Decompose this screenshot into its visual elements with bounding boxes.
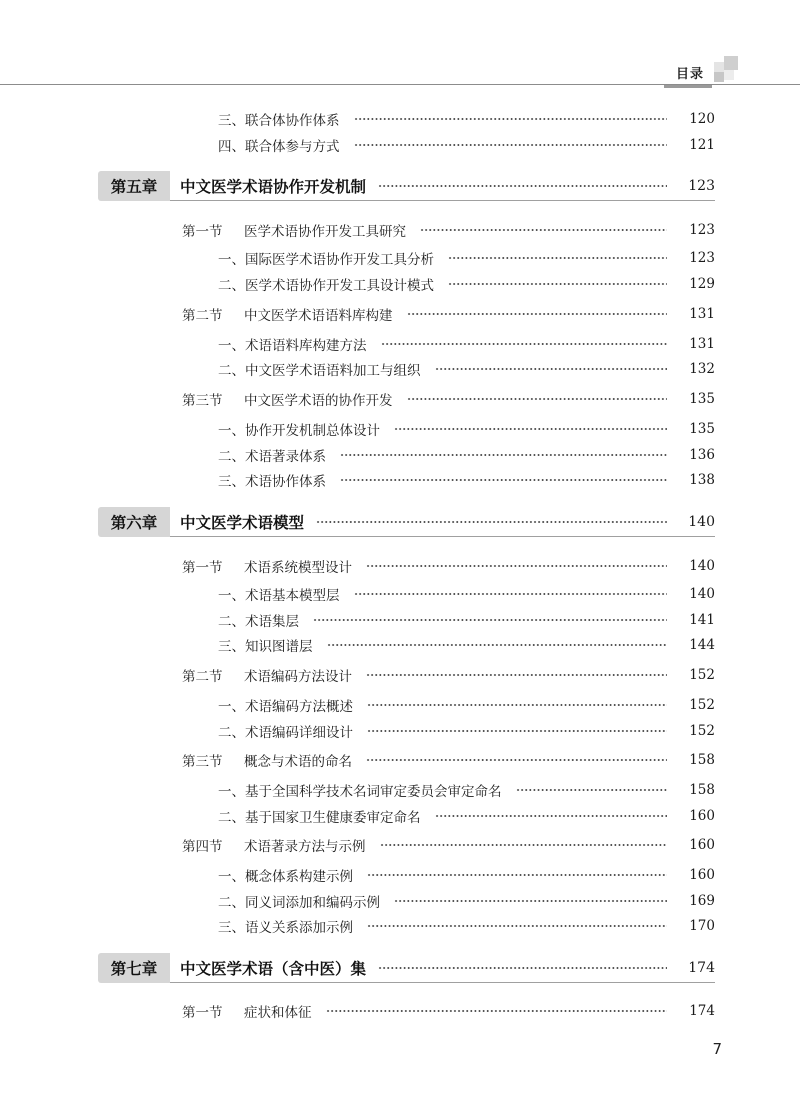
leader-dots <box>366 759 667 761</box>
toc-section[interactable] <box>182 834 715 856</box>
header-decoration-square <box>714 72 724 82</box>
section-number: 第一节 <box>182 1005 223 1021</box>
header-decoration-square <box>724 70 734 80</box>
section-page: 174 <box>689 1003 715 1019</box>
toc-item[interactable] <box>218 247 715 269</box>
toc-item-page: 123 <box>689 250 715 266</box>
section-title: 概念与术语的命名 <box>244 754 352 770</box>
toc-item-label: 一、国际医学术语协作开发工具分析 <box>218 252 434 268</box>
toc-item-page: 135 <box>689 421 715 437</box>
section-page: 123 <box>689 222 715 238</box>
toc-section[interactable] <box>182 749 715 771</box>
toc-item-label: 三、术语协作体系 <box>218 474 326 490</box>
chapter-page: 140 <box>688 514 715 530</box>
section-number: 第三节 <box>182 393 223 409</box>
toc-item[interactable] <box>218 583 715 605</box>
toc-item-page: 158 <box>689 782 715 798</box>
chapter-title: 中文医学术语（含中医）集 <box>180 960 367 978</box>
leader-dots <box>367 704 667 706</box>
toc-item[interactable] <box>218 805 715 827</box>
leader-dots <box>354 118 668 120</box>
header-accent-bar <box>664 85 712 88</box>
leader-dots <box>394 900 667 902</box>
toc-item-label: 一、基于全国科学技术名词审定委员会审定命名 <box>218 784 502 800</box>
leader-dots <box>367 874 667 876</box>
toc-item-label: 二、同义词添加和编码示例 <box>218 895 380 911</box>
leader-dots <box>354 593 668 595</box>
toc-section[interactable] <box>182 388 715 410</box>
toc-item[interactable] <box>218 609 715 631</box>
toc-item[interactable] <box>218 779 715 801</box>
leader-dots <box>313 619 667 621</box>
chapter-page: 123 <box>688 178 715 194</box>
section-number: 第一节 <box>182 560 223 576</box>
chapter-rule <box>170 536 715 537</box>
toc-item[interactable] <box>218 694 715 716</box>
toc-item-label: 三、语义关系添加示例 <box>218 920 353 936</box>
leader-dots <box>448 257 667 259</box>
header-decoration-square <box>724 56 738 70</box>
toc-item[interactable] <box>218 108 715 130</box>
toc-item-label: 一、术语编码方法概述 <box>218 699 353 715</box>
toc-item-label: 一、概念体系构建示例 <box>218 869 353 885</box>
toc-item[interactable] <box>218 915 715 937</box>
toc-item-label: 一、术语语料库构建方法 <box>218 338 367 354</box>
leader-dots <box>516 789 668 791</box>
leader-dots <box>367 925 667 927</box>
toc-item-page: 144 <box>689 637 715 653</box>
toc-item-page: 160 <box>689 808 715 824</box>
toc-item-page: 152 <box>689 723 715 739</box>
header-decoration-square <box>714 62 724 72</box>
toc-item-label: 二、术语集层 <box>218 614 299 630</box>
chapter-title: 中文医学术语协作开发机制 <box>180 178 367 196</box>
toc-item-page: 138 <box>689 472 715 488</box>
toc-item-page: 129 <box>689 276 715 292</box>
section-page: 160 <box>689 837 715 853</box>
leader-dots <box>378 185 667 187</box>
toc-item[interactable] <box>218 469 715 491</box>
leader-dots <box>367 730 667 732</box>
leader-dots <box>326 1010 668 1012</box>
toc-chapter[interactable] <box>98 953 715 983</box>
toc-item-page: 120 <box>689 111 715 127</box>
chapter-rule <box>170 982 715 983</box>
section-title: 术语系统模型设计 <box>244 560 352 576</box>
section-title: 症状和体征 <box>244 1005 312 1021</box>
chapter-number: 第五章 <box>98 171 170 201</box>
section-page: 140 <box>689 558 715 574</box>
toc-chapter[interactable] <box>98 507 715 537</box>
running-header-title: 目录 <box>676 67 705 82</box>
chapter-number: 第七章 <box>98 953 170 983</box>
leader-dots <box>380 844 668 846</box>
leader-dots <box>316 521 667 523</box>
leader-dots <box>407 398 668 400</box>
toc-item-page: 170 <box>689 918 715 934</box>
toc-item[interactable] <box>218 444 715 466</box>
toc-item-label: 二、术语著录体系 <box>218 449 326 465</box>
toc-item-label: 三、知识图谱层 <box>218 639 313 655</box>
section-page: 135 <box>689 391 715 407</box>
toc-item[interactable] <box>218 358 715 380</box>
section-title: 术语著录方法与示例 <box>244 839 366 855</box>
chapter-page: 174 <box>688 960 715 976</box>
toc-item[interactable] <box>218 890 715 912</box>
leader-dots <box>435 815 668 817</box>
toc-item-label: 二、医学术语协作开发工具设计模式 <box>218 278 434 294</box>
toc-item-page: 121 <box>689 137 715 153</box>
section-title: 中文医学术语语料库构建 <box>244 308 393 324</box>
leader-dots <box>378 967 667 969</box>
leader-dots <box>366 565 667 567</box>
chapter-number: 第六章 <box>98 507 170 537</box>
toc-item-label: 一、协作开发机制总体设计 <box>218 423 380 439</box>
toc-item-label: 四、联合体参与方式 <box>218 139 340 155</box>
toc-chapter[interactable] <box>98 171 715 201</box>
toc-item-page: 136 <box>689 447 715 463</box>
section-page: 131 <box>689 306 715 322</box>
toc-item-page: 132 <box>689 361 715 377</box>
toc-item-page: 131 <box>689 336 715 352</box>
leader-dots <box>354 144 668 146</box>
section-number: 第三节 <box>182 754 223 770</box>
section-number: 第一节 <box>182 224 223 240</box>
toc-item[interactable] <box>218 418 715 440</box>
leader-dots <box>420 229 667 231</box>
toc-item-label: 二、术语编码详细设计 <box>218 725 353 741</box>
leader-dots <box>340 479 667 481</box>
leader-dots <box>327 644 668 646</box>
section-number: 第二节 <box>182 308 223 324</box>
toc-section[interactable] <box>182 303 715 325</box>
toc-item-page: 169 <box>689 893 715 909</box>
toc-item-label: 一、术语基本模型层 <box>218 588 340 604</box>
leader-dots <box>394 428 667 430</box>
leader-dots <box>381 343 668 345</box>
toc-item-page: 160 <box>689 867 715 883</box>
toc-item[interactable] <box>218 634 715 656</box>
chapter-rule <box>170 200 715 201</box>
toc-item[interactable] <box>218 134 715 156</box>
section-page: 158 <box>689 752 715 768</box>
toc-item-label: 二、基于国家卫生健康委审定命名 <box>218 810 421 826</box>
section-number: 第四节 <box>182 839 223 855</box>
section-title: 术语编码方法设计 <box>244 669 352 685</box>
toc-item[interactable] <box>218 333 715 355</box>
toc-item-label: 二、中文医学术语语料加工与组织 <box>218 363 421 379</box>
section-page: 152 <box>689 667 715 683</box>
toc-section[interactable] <box>182 219 715 241</box>
toc-section[interactable] <box>182 1000 715 1022</box>
toc-section[interactable] <box>182 664 715 686</box>
toc-section[interactable] <box>182 555 715 577</box>
section-title: 中文医学术语的协作开发 <box>244 393 393 409</box>
toc-item-page: 141 <box>689 612 715 628</box>
section-title: 医学术语协作开发工具研究 <box>244 224 406 240</box>
toc-item[interactable] <box>218 864 715 886</box>
toc-item[interactable] <box>218 720 715 742</box>
section-number: 第二节 <box>182 669 223 685</box>
leader-dots <box>435 368 668 370</box>
leader-dots <box>407 313 668 315</box>
toc-item-page: 152 <box>689 697 715 713</box>
leader-dots <box>366 674 667 676</box>
leader-dots <box>340 454 667 456</box>
leader-dots <box>448 283 667 285</box>
chapter-title: 中文医学术语模型 <box>180 514 305 532</box>
toc-item-page: 140 <box>689 586 715 602</box>
toc-item-label: 三、联合体协作体系 <box>218 113 340 129</box>
toc-item[interactable] <box>218 273 715 295</box>
page-number: 7 <box>712 1040 722 1058</box>
